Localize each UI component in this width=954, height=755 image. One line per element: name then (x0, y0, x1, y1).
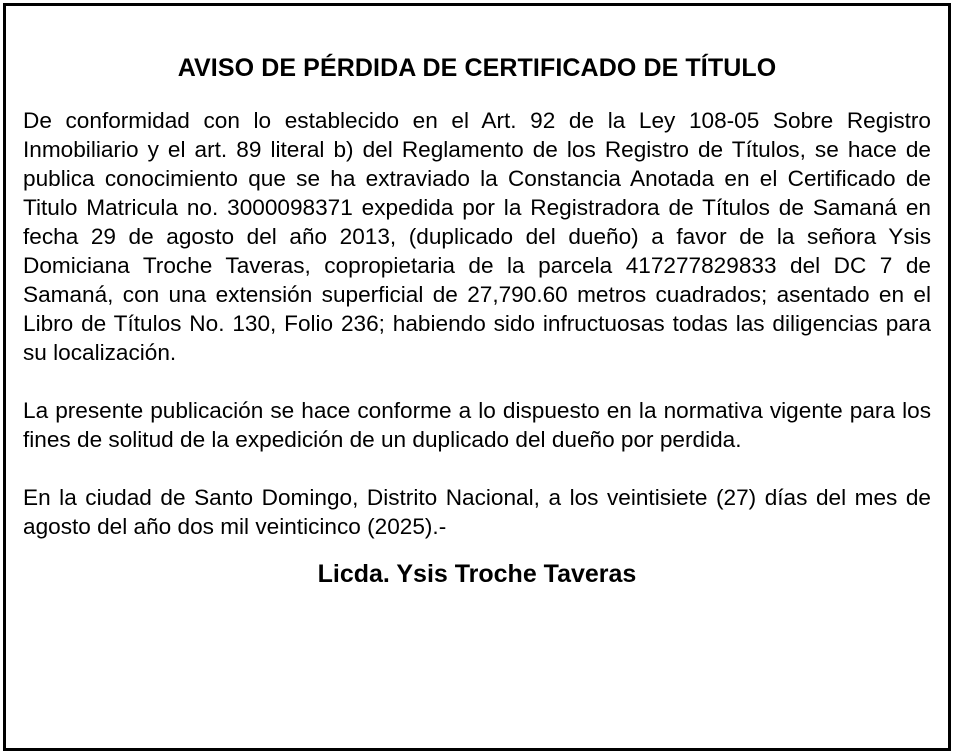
notice-frame (3, 3, 951, 751)
notice-paragraph-purpose: La presente publicación se hace conforme a lo dispuesto en la normativa vigente para los fines de solitud de la expedición de un duplicado del dueño por perdida. (23, 398, 931, 452)
notice-content (23, 6, 931, 590)
signature-name: Licda. Ysis Troche Taveras (317, 560, 637, 588)
notice-paragraph-place-date: En la ciudad de Santo Domingo, Distrito Nacional, a los veintisiete (27) días del mes de agosto del año dos mil veinticinco (2025).- (23, 485, 931, 539)
notice-paragraph-legal-basis: De conformidad con lo establecido en el Art. 92 de la Ley 108-05 Sobre Registro Inmobiliario y el art. 89 literal b) del Reglamento de los Registro de Títulos, se hace de publica conocimiento que se ha extraviado la Constancia Anotada en el Certificado de Titulo Matricula no. 3000098371 expedida por la Registradora de Títulos de Samaná en fecha 29 de agosto del año 2013, (duplicado del dueño) a favor de la señora Ysis Domiciana Troche Taveras, copropietaria de la parcela 417277829833 del DC 7 de Samaná, con una extensión superficial de 27,790.60 metros cuadrados; asentado en el Libro de Títulos No. 130, Folio 236; habiendo sido infructuosas todas las diligencias para su localización. (23, 108, 931, 365)
notice-title: AVISO DE PÉRDIDA DE CERTIFICADO DE TÍTULO (177, 54, 777, 82)
